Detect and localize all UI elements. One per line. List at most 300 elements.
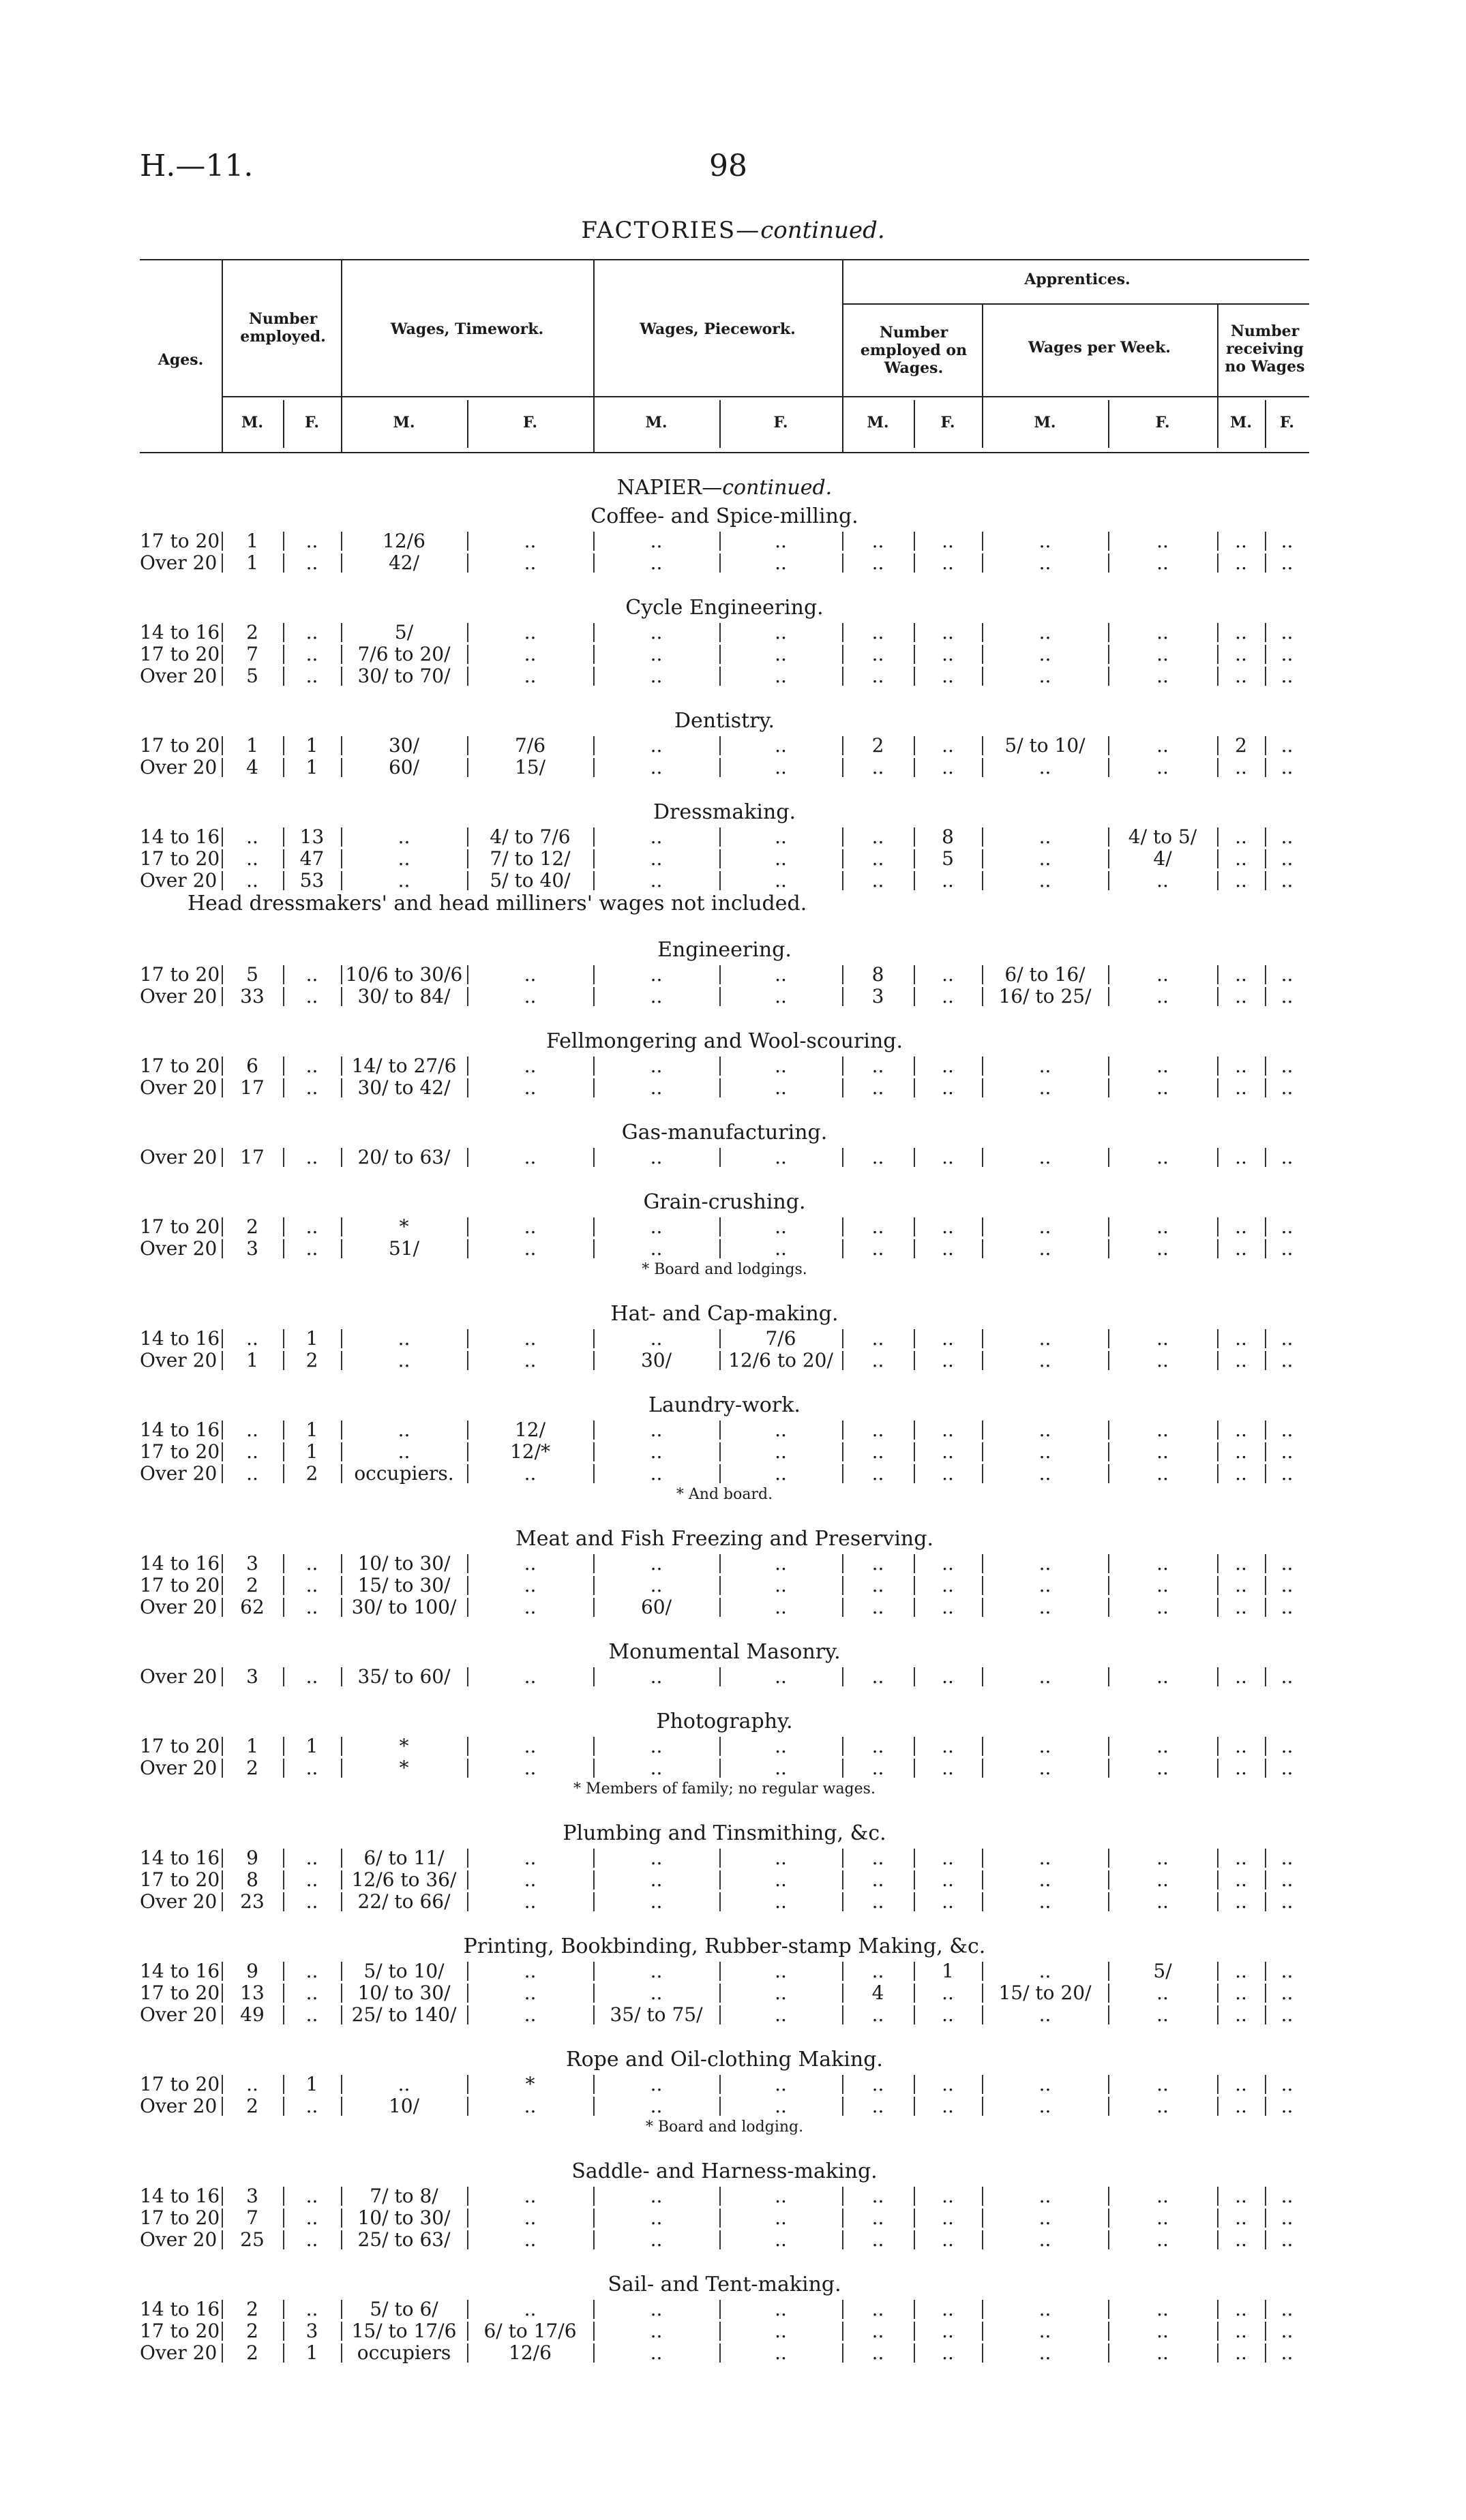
table-cell: .. (1156, 2341, 1169, 2364)
table-cell: .. (775, 1215, 787, 1238)
table-cell: 3 (305, 2320, 318, 2342)
table-cell: .. (650, 530, 663, 552)
industry-section (140, 1639, 1309, 1688)
table-cell: 62 (240, 1596, 265, 1618)
table-cell: .. (1235, 643, 1247, 665)
table-cell: .. (1235, 1847, 1247, 1869)
age-group-cell: 17 to 20 (140, 2073, 220, 2095)
table-cell: .. (1235, 1440, 1247, 1463)
age-group-cell: Over 20 (140, 1146, 218, 1168)
table-cell: .. (775, 1054, 787, 1077)
header-m: M. (1229, 414, 1252, 431)
table-cell: 1 (305, 2341, 318, 2364)
industry-title: Sail- and Tent-making. (608, 2273, 841, 2296)
table-cell: .. (650, 734, 663, 757)
table-cell: .. (1235, 1960, 1247, 1982)
table-cell: .. (1038, 665, 1051, 687)
table-cell: .. (1156, 1462, 1169, 1485)
table-cell: .. (1156, 1665, 1169, 1688)
table-cell: 1 (246, 530, 258, 552)
table-cell: .. (1156, 2095, 1169, 2117)
table-cell: .. (1235, 1574, 1247, 1596)
table-cell: 7/ to 12/ (490, 847, 571, 870)
table-cell: .. (1038, 1237, 1051, 1260)
table-cell: .. (1281, 1868, 1293, 1891)
table-cell: 1 (942, 1960, 954, 1982)
table-cell: .. (1235, 1349, 1247, 1371)
table-cell: .. (1156, 1847, 1169, 1869)
table-row (140, 1147, 1309, 1168)
title-continued: continued. (760, 217, 885, 244)
table-cell: .. (305, 1146, 318, 1168)
table-cell: .. (1156, 551, 1169, 574)
table-cell: .. (1156, 985, 1169, 1007)
table-cell: .. (942, 1462, 954, 1485)
table-cell: .. (942, 621, 954, 643)
table-cell: .. (1235, 665, 1247, 687)
table-cell: .. (1038, 1552, 1051, 1575)
header-m: M. (645, 414, 668, 431)
table-cell: .. (1235, 1327, 1247, 1350)
industry-section (140, 1820, 1309, 1913)
table-cell: .. (942, 1418, 954, 1441)
table-cell: .. (305, 2185, 318, 2207)
table-cell: .. (398, 1349, 410, 1371)
table-row (140, 1350, 1309, 1371)
table-cell: .. (775, 847, 787, 870)
table-cell: .. (524, 530, 537, 552)
table-row (140, 2320, 1309, 2342)
table-row (140, 1441, 1309, 1463)
table-cell: 10/ to 30/ (357, 1552, 451, 1575)
table-cell: 5 (942, 847, 954, 870)
table-cell: 1 (305, 1418, 318, 1441)
table-cell: .. (1281, 530, 1293, 552)
table-cell: .. (871, 1596, 884, 1618)
table-cell: .. (1281, 2003, 1293, 2026)
table-cell: .. (1156, 2073, 1169, 2095)
age-group-cell: 17 to 20 (140, 1982, 220, 2004)
table-cell: .. (524, 1349, 537, 1371)
table-cell: 30/ (640, 1349, 672, 1371)
table-cell: .. (305, 1960, 318, 1982)
table-cell: .. (775, 2341, 787, 2364)
table-cell: .. (871, 1440, 884, 1463)
table-cell: .. (1281, 869, 1293, 892)
table-cell: 13 (299, 825, 325, 848)
table-cell: .. (1281, 2228, 1293, 2251)
table-cell: .. (305, 1665, 318, 1688)
table-cell: .. (1235, 2320, 1247, 2342)
table-row (140, 2095, 1309, 2117)
table-cell: .. (871, 621, 884, 643)
table-cell: .. (1038, 1596, 1051, 1618)
table-row (140, 2229, 1309, 2251)
table-cell: .. (1038, 1054, 1051, 1077)
table-cell: .. (871, 2298, 884, 2320)
table-cell: 1 (246, 1735, 258, 1757)
table-cell: 5/ to 6/ (370, 2298, 438, 2320)
table-cell: .. (650, 756, 663, 778)
age-group-cell: Over 20 (140, 1076, 218, 1099)
table-row (140, 1847, 1309, 1869)
table-cell: .. (650, 2228, 663, 2251)
header-m: M. (867, 414, 889, 431)
table-header (140, 256, 1309, 453)
table-cell: .. (305, 1215, 318, 1238)
table-cell: .. (1281, 1215, 1293, 1238)
table-cell: .. (1281, 665, 1293, 687)
table-cell: .. (775, 1462, 787, 1485)
table-row (140, 1596, 1309, 1618)
age-group-cell: Over 20 (140, 756, 218, 778)
table-cell: .. (942, 2298, 954, 2320)
table-cell: .. (1235, 1735, 1247, 1757)
table-cell: .. (650, 2185, 663, 2207)
industry-section (140, 937, 1309, 1007)
table-cell: .. (1038, 530, 1051, 552)
table-cell: .. (1156, 756, 1169, 778)
table-cell: .. (1156, 1146, 1169, 1168)
table-cell: .. (942, 1440, 954, 1463)
table-cell: .. (524, 1890, 537, 1913)
table-cell: .. (305, 621, 318, 643)
table-cell: .. (1281, 1596, 1293, 1618)
table-cell: 5/ to 40/ (490, 869, 571, 892)
industry-title: Plumbing and Tinsmithing, &c. (563, 1821, 886, 1845)
table-cell: 8 (246, 1868, 258, 1891)
table-cell: .. (1235, 756, 1247, 778)
section-footnote: * And board. (676, 1486, 773, 1503)
table-cell: .. (246, 1327, 258, 1350)
industry-title: Coffee- and Spice-milling. (590, 504, 858, 528)
age-group-cell: 14 to 16 (140, 1327, 220, 1350)
table-cell: .. (871, 1574, 884, 1596)
table-cell: .. (775, 1982, 787, 2004)
table-cell: .. (942, 734, 954, 757)
table-cell: 6/ to 11/ (363, 1847, 445, 1869)
table-cell: .. (1038, 643, 1051, 665)
age-group-cell: Over 20 (140, 2095, 218, 2117)
header-wages-piecework: Wages, Piecework. (640, 320, 796, 338)
table-row (140, 1735, 1309, 1757)
table-cell: .. (524, 1960, 537, 1982)
industry-section (140, 2271, 1309, 2364)
table-cell: .. (1281, 1076, 1293, 1099)
age-group-cell: Over 20 (140, 1596, 218, 1618)
table-row (140, 2074, 1309, 2095)
table-cell: .. (524, 1146, 537, 1168)
table-cell: 2 (246, 2298, 258, 2320)
table-cell: .. (1038, 551, 1051, 574)
table-cell: .. (1156, 1757, 1169, 1779)
age-group-cell: 14 to 16 (140, 1418, 220, 1441)
table-cell: .. (1281, 756, 1293, 778)
table-cell: 25 (240, 2228, 265, 2251)
industry-title: Laundry-work. (648, 1393, 801, 1417)
table-cell: .. (942, 985, 954, 1007)
table-cell: .. (1281, 2206, 1293, 2229)
table-cell: .. (650, 2298, 663, 2320)
age-group-cell: 14 to 16 (140, 1960, 220, 1982)
table-cell: .. (775, 1440, 787, 1463)
table-cell: .. (942, 963, 954, 986)
table-cell: .. (650, 551, 663, 574)
header-appr-no-wages: Number receiving no Wages (1225, 322, 1305, 376)
table-cell: 7/6 to 20/ (357, 643, 451, 665)
table-cell: .. (1281, 1146, 1293, 1168)
table-cell: .. (246, 2073, 258, 2095)
table-cell: .. (1038, 2341, 1051, 2364)
table-cell: .. (775, 1757, 787, 1779)
table-cell: .. (524, 1665, 537, 1688)
table-row (140, 530, 1309, 552)
table-cell: .. (1156, 621, 1169, 643)
table-cell: .. (1038, 1349, 1051, 1371)
table-cell: 17 (240, 1076, 265, 1099)
table-row (140, 757, 1309, 778)
table-cell: .. (1281, 643, 1293, 665)
table-cell: .. (775, 1890, 787, 1913)
industry-section (140, 1028, 1309, 1099)
age-group-cell: Over 20 (140, 551, 218, 574)
table-cell: .. (942, 2185, 954, 2207)
header-m: M. (241, 414, 263, 431)
table-cell: occupiers (357, 2341, 451, 2364)
table-cell: .. (1156, 1890, 1169, 1913)
table-cell: .. (305, 1237, 318, 1260)
table-cell: 12/6 (383, 530, 425, 552)
table-cell: .. (775, 1076, 787, 1099)
table-cell: .. (1038, 2073, 1051, 2095)
table-cell: 2 (871, 734, 884, 757)
table-row (140, 552, 1309, 574)
table-cell: .. (775, 734, 787, 757)
table-cell: .. (942, 665, 954, 687)
table-cell: .. (942, 1890, 954, 1913)
table-row (140, 643, 1309, 665)
table-cell: .. (871, 1665, 884, 1688)
table-cell: .. (1281, 1054, 1293, 1077)
table-cell: .. (775, 2320, 787, 2342)
table-cell: * (399, 1735, 409, 1757)
table-cell: 16/ to 25/ (998, 985, 1092, 1007)
table-cell: 20/ to 63/ (357, 1146, 451, 1168)
table-cell: 15/ to 20/ (998, 1982, 1092, 2004)
table-cell: .. (305, 530, 318, 552)
table-row (140, 2207, 1309, 2229)
age-group-cell: 14 to 16 (140, 1847, 220, 1869)
industry-title: Grain-crushing. (643, 1190, 806, 1214)
table-cell: .. (650, 1146, 663, 1168)
table-cell: .. (650, 1462, 663, 1485)
industry-section (140, 1933, 1309, 2026)
table-cell: .. (775, 1596, 787, 1618)
table-cell: .. (775, 2003, 787, 2026)
age-group-cell: Over 20 (140, 1665, 218, 1688)
table-cell: .. (871, 2073, 884, 2095)
table-cell: .. (1235, 1890, 1247, 1913)
table-cell: .. (1235, 1462, 1247, 1485)
table-cell: .. (1281, 1327, 1293, 1350)
table-cell: .. (650, 1982, 663, 2004)
table-cell: 10/ to 30/ (357, 1982, 451, 2004)
age-group-cell: Over 20 (140, 985, 218, 1007)
table-cell: .. (305, 1847, 318, 1869)
header-f: F. (940, 414, 955, 431)
industry-title: Meat and Fish Freezing and Preserving. (515, 1527, 933, 1551)
table-row (140, 2185, 1309, 2207)
table-cell: .. (1038, 1890, 1051, 1913)
table-cell: 2 (246, 621, 258, 643)
header-m: M. (393, 414, 415, 431)
age-group-cell: 17 to 20 (140, 530, 220, 552)
table-cell: .. (246, 1418, 258, 1441)
table-cell: .. (1038, 1076, 1051, 1099)
industry-title: Engineering. (657, 938, 792, 962)
table-row (140, 1463, 1309, 1485)
table-cell: .. (650, 1890, 663, 1913)
table-cell: 5 (246, 963, 258, 986)
table-cell: .. (1038, 2095, 1051, 2117)
table-cell: 60/ (640, 1596, 672, 1618)
table-cell: occupiers. (354, 1462, 454, 1485)
age-group-cell: Over 20 (140, 1237, 218, 1260)
table-cell: .. (1156, 869, 1169, 892)
table-cell: .. (1235, 2185, 1247, 2207)
industry-section (140, 594, 1309, 687)
table-cell: .. (1235, 825, 1247, 848)
table-cell: .. (775, 1868, 787, 1891)
table-cell: .. (942, 869, 954, 892)
table-cell: .. (650, 2073, 663, 2095)
table-cell: .. (775, 1847, 787, 1869)
header-appr-wages-per-week: Wages per Week. (1028, 339, 1171, 356)
table-cell: .. (1281, 1440, 1293, 1463)
table-cell: 7/ to 8/ (370, 2185, 438, 2207)
age-group-cell: Over 20 (140, 2003, 218, 2026)
table-cell: .. (246, 825, 258, 848)
table-cell: .. (871, 551, 884, 574)
table-cell: 3 (246, 1665, 258, 1688)
table-cell: .. (305, 1552, 318, 1575)
table-row (140, 986, 1309, 1007)
industry-title: Cycle Engineering. (625, 596, 824, 620)
table-cell: .. (871, 825, 884, 848)
table-cell: .. (775, 2228, 787, 2251)
table-cell: .. (1038, 2228, 1051, 2251)
table-cell: .. (942, 1237, 954, 1260)
table-cell: .. (871, 847, 884, 870)
table-cell: 2 (246, 2320, 258, 2342)
table-row (140, 1553, 1309, 1575)
table-cell: .. (1235, 1665, 1247, 1688)
table-cell: .. (871, 1847, 884, 1869)
table-cell: .. (305, 1574, 318, 1596)
table-cell: .. (1235, 1076, 1247, 1099)
table-cell: 1 (305, 734, 318, 757)
table-cell: .. (942, 1054, 954, 1077)
table-cell: .. (775, 1574, 787, 1596)
age-group-cell: 17 to 20 (140, 1735, 220, 1757)
table-cell: .. (305, 985, 318, 1007)
table-cell: .. (305, 2206, 318, 2229)
table-cell: .. (650, 1418, 663, 1441)
age-group-cell: 17 to 20 (140, 2206, 220, 2229)
table-cell: 3 (246, 2185, 258, 2207)
age-group-cell: 17 to 20 (140, 734, 220, 757)
table-cell: .. (1156, 1418, 1169, 1441)
table-cell: .. (1038, 756, 1051, 778)
age-group-cell: 14 to 16 (140, 2185, 220, 2207)
age-group-cell: Over 20 (140, 869, 218, 892)
table-cell: 3 (246, 1552, 258, 1575)
header-f: F. (304, 414, 320, 431)
table-cell: .. (398, 2073, 410, 2095)
table-cell: .. (1281, 621, 1293, 643)
table-cell: .. (650, 1735, 663, 1757)
table-cell: .. (1235, 621, 1247, 643)
table-cell: .. (524, 1574, 537, 1596)
table-cell: 30/ to 100/ (351, 1596, 457, 1618)
table-cell: .. (1156, 1574, 1169, 1596)
header-apprentices: Apprentices. (1024, 271, 1131, 288)
age-group-cell: 17 to 20 (140, 1215, 220, 1238)
table-cell: .. (942, 1847, 954, 1869)
table-cell: .. (1156, 1349, 1169, 1371)
table-cell: 6/ to 17/6 (483, 2320, 577, 2342)
table-cell: .. (1281, 1890, 1293, 1913)
table-cell: .. (650, 825, 663, 848)
table-cell: .. (942, 2003, 954, 2026)
table-cell: .. (524, 1054, 537, 1077)
table-cell: .. (650, 2206, 663, 2229)
industry-section (140, 1119, 1309, 1168)
table-cell: .. (942, 1868, 954, 1891)
table-cell: 8 (942, 825, 954, 848)
table-cell: .. (1038, 2003, 1051, 2026)
table-cell: .. (1281, 1982, 1293, 2004)
section-footnote: * Members of family; no regular wages. (573, 1780, 876, 1797)
table-cell: 17 (240, 1146, 265, 1168)
header-f: F. (1155, 414, 1170, 431)
table-cell: .. (1281, 1462, 1293, 1485)
table-cell: .. (1235, 2341, 1247, 2364)
table-cell: .. (524, 1215, 537, 1238)
table-cell: .. (650, 847, 663, 870)
table-cell: 1 (305, 756, 318, 778)
table-cell: .. (1038, 869, 1051, 892)
town-name: NAPIER— (616, 476, 723, 500)
industry-section (140, 503, 1309, 574)
table-cell: .. (775, 1552, 787, 1575)
table-cell: .. (942, 1146, 954, 1168)
age-group-cell: 17 to 20 (140, 963, 220, 986)
table-cell: 7 (246, 2206, 258, 2229)
table-cell: .. (305, 1868, 318, 1891)
table-cell: 9 (246, 1847, 258, 1869)
table-cell: * (399, 1757, 409, 1779)
age-group-cell: Over 20 (140, 1757, 218, 1779)
table-row (140, 964, 1309, 986)
table-cell: .. (1235, 2228, 1247, 2251)
table-cell: .. (1235, 1054, 1247, 1077)
page-reference: H.—11. (140, 149, 254, 183)
table-cell: .. (524, 1552, 537, 1575)
table-cell: .. (1281, 2298, 1293, 2320)
table-cell: .. (871, 1868, 884, 1891)
table-cell: .. (1038, 1665, 1051, 1688)
